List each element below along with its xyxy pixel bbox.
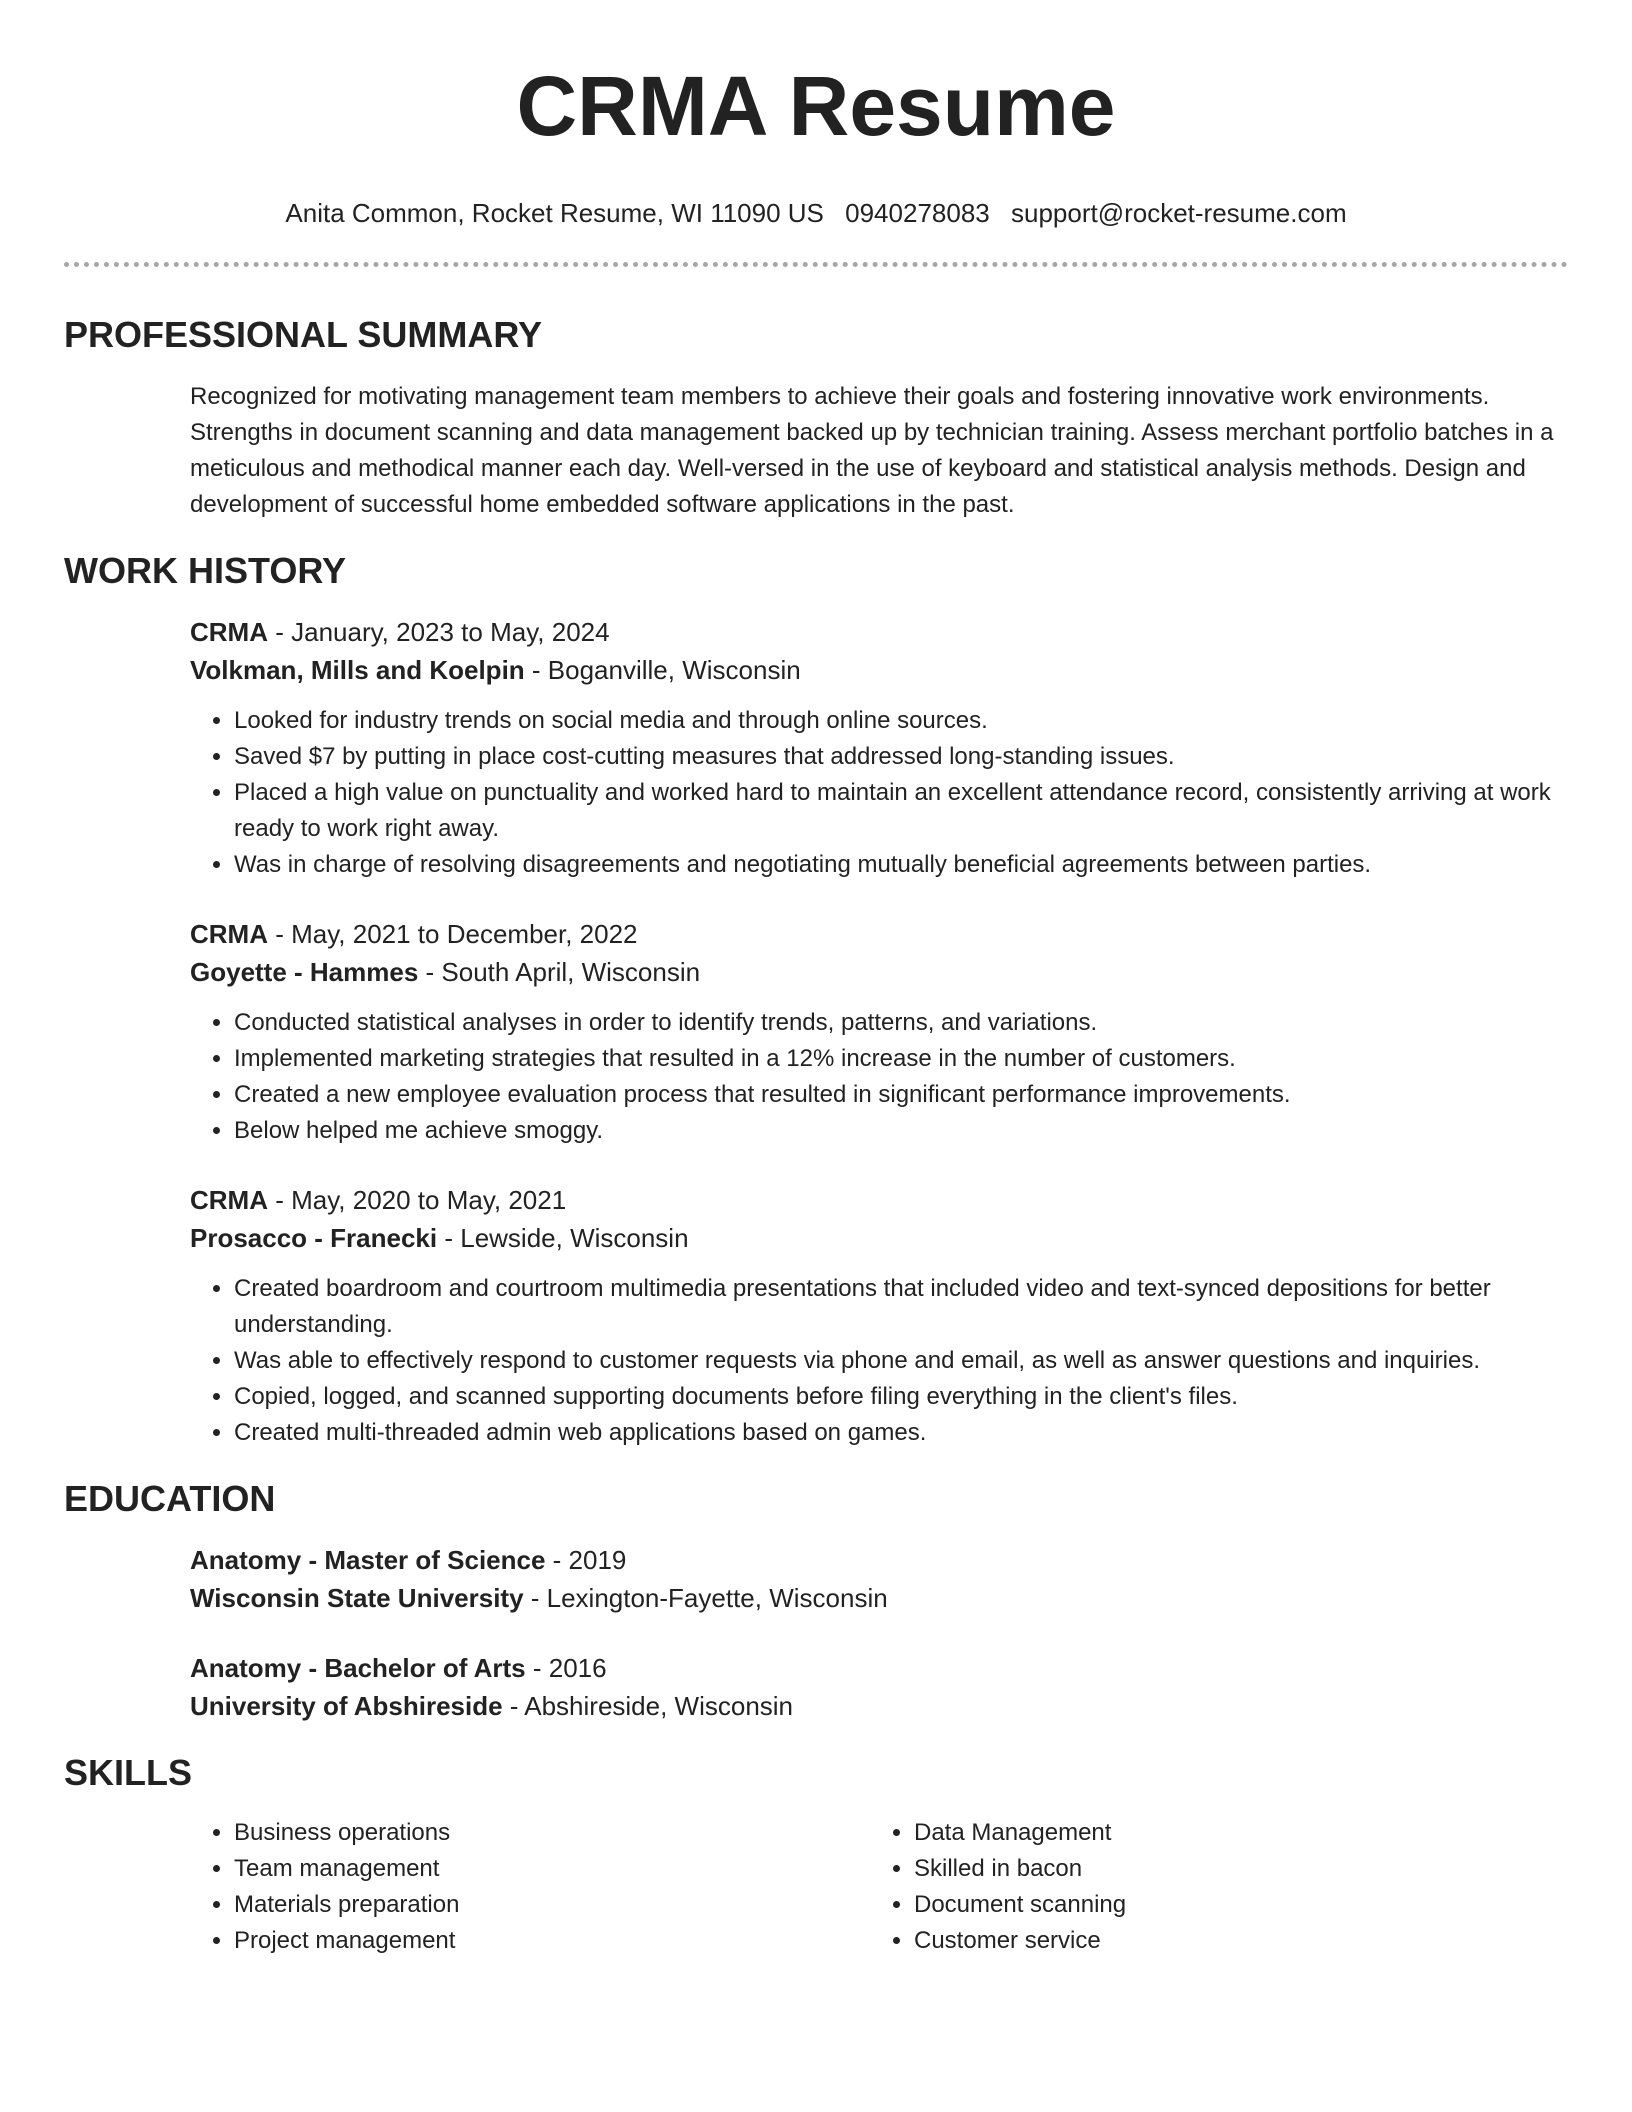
- job-title-line: [190, 1181, 1568, 1219]
- school-line: [190, 1579, 1568, 1617]
- job-dates: - May, 2020 to May, 2021: [268, 1185, 567, 1215]
- work-heading: WORK HISTORY: [64, 550, 347, 591]
- summary-heading: PROFESSIONAL SUMMARY: [64, 314, 543, 355]
- contact-address: Anita Common, Rocket Resume, WI 11090 US: [285, 198, 824, 228]
- school-line: [190, 1687, 1568, 1725]
- job-location: - South April, Wisconsin: [418, 957, 701, 987]
- job-bullet: • Placed a high value on punctuality and worked hard to maintain an excellent attendance record, consistently arriving at work ready to work right away.: [234, 775, 1568, 847]
- job-company: Goyette - Hammes: [190, 957, 419, 987]
- job-company: Prosacco - Franecki: [190, 1223, 438, 1253]
- job-dates: - January, 2023 to May, 2024: [268, 617, 610, 647]
- job-bullet: • Copied, logged, and scanned supporting documents before filing everything in the client's files.: [234, 1379, 1568, 1415]
- degree-year: - 2016: [525, 1653, 607, 1683]
- school-location: - Lexington-Fayette, Wisconsin: [523, 1583, 888, 1613]
- job-title: CRMA: [190, 919, 268, 949]
- job-bullet: • Looked for industry trends on social media and through online sources.: [234, 703, 1568, 739]
- job-bullet: • Implemented marketing strategies that resulted in a 12% increase in the number of customers.: [234, 1041, 1568, 1077]
- job-dates: - May, 2021 to December, 2022: [268, 919, 638, 949]
- job-bullet: • Was able to effectively respond to customer requests via phone and email, as well as answer questions and inquiries.: [234, 1343, 1568, 1379]
- education-heading: EDUCATION: [64, 1478, 276, 1519]
- skills-grid: [190, 1815, 1568, 1959]
- skill-item: • Business operations: [234, 1815, 870, 1851]
- school-location: - Abshireside, Wisconsin: [502, 1691, 794, 1721]
- job-bullet: • Below helped me achieve smoggy.: [234, 1113, 1568, 1149]
- job-entry: [190, 613, 1568, 883]
- summary-text: Recognized for motivating management team members to achieve their goals and fostering innovative work environments. Strengths in document scanning and data management backed up by technician training. Assess merchant portfolio batches in a meticulous and methodical manner each day. Well-versed in the use of keyboard and statistical analysis methods. Design and development of successful home embedded software applications in the past.: [190, 383, 1554, 518]
- job-company-line: [190, 651, 1568, 689]
- job-company-line: [190, 1219, 1568, 1257]
- summary-section: [64, 313, 1568, 523]
- job-bullets: [190, 1005, 1568, 1149]
- education-section: [64, 1477, 1568, 1725]
- degree-line: [190, 1649, 1568, 1687]
- skills-column-right: [870, 1815, 1550, 1959]
- work-section: [64, 549, 1568, 1451]
- school: Wisconsin State University: [190, 1583, 524, 1613]
- job-company: Volkman, Mills and Koelpin: [190, 655, 525, 685]
- job-title: CRMA: [190, 1185, 268, 1215]
- education-entry: [190, 1649, 1568, 1725]
- job-bullets: [190, 703, 1568, 883]
- skill-item: • Materials preparation: [234, 1887, 870, 1923]
- skills-section: [64, 1751, 1568, 1959]
- skill-item: • Document scanning: [914, 1887, 1550, 1923]
- job-bullets: [190, 1271, 1568, 1451]
- skill-item: • Project management: [234, 1923, 870, 1959]
- degree: Anatomy - Master of Science: [190, 1545, 546, 1575]
- contact-email: support@rocket-resume.com: [1010, 198, 1347, 228]
- header-divider: [64, 262, 1568, 267]
- skill-item: • Skilled in bacon: [914, 1851, 1550, 1887]
- skill-item: • Customer service: [914, 1923, 1550, 1959]
- skill-item: • Data Management: [914, 1815, 1550, 1851]
- job-bullet: • Created boardroom and courtroom multimedia presentations that included video and text-synced depositions for better understanding.: [234, 1271, 1568, 1343]
- job-bullet: • Created multi-threaded admin web applications based on games.: [234, 1415, 1568, 1451]
- skills-column-left: [190, 1815, 870, 1959]
- job-bullet: • Conducted statistical analyses in order to identify trends, patterns, and variations.: [234, 1005, 1568, 1041]
- job-title: CRMA: [190, 617, 268, 647]
- job-title-line: [190, 915, 1568, 953]
- education-entry: [190, 1541, 1568, 1617]
- job-title-line: [190, 613, 1568, 651]
- job-bullet: • Saved $7 by putting in place cost-cutting measures that addressed long-standing issues.: [234, 739, 1568, 775]
- job-entry: [190, 1181, 1568, 1451]
- skills-heading: SKILLS: [64, 1752, 193, 1793]
- job-location: - Lewside, Wisconsin: [437, 1223, 689, 1253]
- job-location: - Boganville, Wisconsin: [524, 655, 801, 685]
- job-bullet: • Created a new employee evaluation process that resulted in significant performance improvements.: [234, 1077, 1568, 1113]
- skill-item: • Team management: [234, 1851, 870, 1887]
- contact-phone: 0940278083: [845, 198, 990, 228]
- job-entry: [190, 915, 1568, 1149]
- job-bullet: • Was in charge of resolving disagreements and negotiating mutually beneficial agreements between parties.: [234, 847, 1568, 883]
- skills-list: [870, 1815, 1550, 1959]
- degree: Anatomy - Bachelor of Arts: [190, 1653, 526, 1683]
- school: University of Abshireside: [190, 1691, 503, 1721]
- degree-year: - 2019: [545, 1545, 627, 1575]
- degree-line: [190, 1541, 1568, 1579]
- contact-line: [64, 196, 1568, 230]
- page-title: CRMA Resume: [516, 59, 1116, 153]
- skills-list: [190, 1815, 870, 1959]
- job-company-line: [190, 953, 1568, 991]
